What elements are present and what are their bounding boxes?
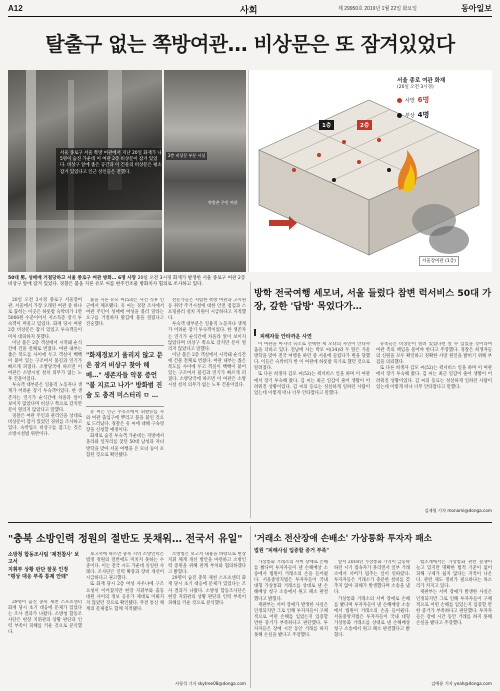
article-paragraph: 이날 불은 2층 객실에서 시작돼 순식간에 건물 전체로 번졌다. 여관 내부는 좁은 복도를 사이에 두고 객실이 빽빽이 붙어 있는 구조여서 불길과 연기가 빠르게 퍼졌다. 소방당국에 따르면 이 여관은 소방시설 설치 의무가 없는 노후 건물이었다. — [8, 340, 82, 383]
article-column-3 — [168, 298, 246, 518]
article-paragraph: 이날 불은 2층 객실에서 시작돼 순식간에 건물 전체로 번졌다. 여관 내부는 좁은 복도를 사이에 두고 객실이 빽빽이 붙어 있는 구조여서 불길과 연기가 빠르게 퍼졌다. 소방당국에 따르면 이 여관은 소방시설 설치 의무가 없는 노후 건물이었다. — [168, 352, 246, 389]
article-paragraph: 재판부는 서버 장애가 발생한 사실은 인정되지만 그로 인해 투자자들이 구체적으로 어떤 손해를 입었는지 입증할 만한 증거가 부족하다고 판단했다. 투자자들은 장애 시간 동안 거래를 하지 못해 손실을 봤다고 주장했다. — [416, 590, 492, 626]
bottom-left-byline: 서형석 기자 skytree08@donga.com — [174, 681, 246, 686]
caption-text: 20일 오전 3시경 화재가 발생한 서울 종로구 여관 2층 비상구 앞에 잠겨 있었다. 경찰은 불을 지른 유모 씨를 현주건조물 방화치사 혐의로 조사하고 있다. — [8, 276, 246, 288]
bottom-right-column-2 — [334, 560, 410, 688]
injured-marker-icon — [397, 113, 402, 118]
article-paragraph: 가상통화 거래소의 서버 장애로 손해를 봤다며 투자자들이 낸 손해배상 소송에서 법원이 거래소의 손을 들어줬다. 서울중앙지법은 투자자들이 국내 대형 가상통화 거래소를 상대로 낸 손해배상 청구 소송에서 원고 패소 판결했다고 밝혔다. — [254, 560, 328, 602]
legend-dead — [397, 95, 489, 105]
article-paragraph: 유족들은 비상문이 열려 있었다면 살 수 있었을 것이라며 여관 측의 책임을 물어야 한다고 주장했다. 경찰은 희생자들의 신원을 모두 확인하고 정확한 사망 원인을 밝히기 위해 부검을 의뢰했다. — [376, 342, 492, 366]
article-paragraph: 또 화재 당시 2층 여성 사우나에 구조 요청이 이어졌지만 현장 지휘부와 출동 대원 사이의 정보 공유가 제대로 이뤄지지 않았던 것으로 확인됐다. 무전 통신 체계의 문제점도 함께 지적됐다. — [86, 582, 164, 612]
article-paragraph: 전문가들은 저렴한 쪽방 여관과 고시원 등 취약 주거시설에 대한 안전 점검과 스프링클러 설치 지원이 시급하다고 지적했다. — [168, 298, 246, 322]
caption-title: 50대 男, 성매매 거절당하고 서울 종로구 여관 방화… 6명 사망 — [8, 276, 137, 281]
bottom-right-headline: '거래소 전산장애 손배소' 가상통화 투자자 패소 — [254, 534, 432, 544]
article-paragraph: 보고서에 따르면 충북 지역 소방인력은 법정 정원의 절반에도 미치지 못하는 수준이다. 이는 전국 시도 가운데 유일한 사례다. 조사단은 인력 확충과 장비 개선이 시급하다고 권고했다. — [86, 552, 164, 582]
article-paragraph: 유 씨는 인근 주유소에서 휘발유를 사 와 여관 출입구에 뿌리고 불을 붙인 것으로 드러났다. 경찰은 유 씨에 대해 구속영장을 신청할 예정이다. — [86, 410, 164, 434]
side-column-2 — [376, 342, 492, 504]
column-divider — [250, 526, 251, 688]
article-paragraph: 20일 오전 3시경 종로구 서울장여관. 서울에서 가장 오래된 여관 중 하나로 꼽히는 이곳은 하룻밤 숙박비가 1만5000원 수준이어서 저소득층 장기 투숙객이 머물고 있었다. 화재 당시 여관 2층 비상문은 잠겨 있었고 투숙객들이 미처 대피하지 못했다. — [8, 298, 82, 340]
bottom-right-column-1 — [254, 560, 328, 688]
side-byline: 김재형 기자 monami@donga.com — [424, 508, 492, 513]
article-paragraph: 29명이 숨진 충북 제천 스포츠센터 화재 당시 초기 대응에 문제가 있었다는 조사 결과가 나왔다. 소방청 합동조사단은 현장 지휘관의 상황 판단과 인력 부족이 피해를 키운 것으로 분석했다. — [8, 600, 82, 636]
bottom-left-headline: "충북 소방인력 정원의 절반도 못채워… 전국서 유일" — [8, 534, 243, 545]
legend-injured-value: 4명 — [417, 111, 430, 119]
bottom-left-column-1 — [8, 600, 82, 688]
secondary-photo-label: 2층 비상문 부분 시설 — [168, 153, 206, 158]
issue-info: 제 29950호 2019년 1월 22일 화요일 — [338, 6, 417, 12]
article-paragraph: 소방청은 보고서 내용을 바탕으로 현장 지휘 체계 개선 방안을 마련하고 소방인력 증원을 위해 관계 부처와 협의하겠다고 밝혔다. — [168, 552, 246, 576]
article-paragraph: 재판부는 서버 장애가 발생한 사실은 인정되지만 그로 인해 투자자들이 구체적으로 어떤 손해를 입었는지 입증할 만한 증거가 부족하다고 판단했다. 투자자들은 장애 시간 동안 거래를 하지 못해 손실을 봤다고 주장했다. — [254, 602, 328, 639]
building-label: 서울장여관 (1층) — [419, 256, 459, 266]
bottom-left-column-3 — [168, 552, 246, 678]
legend-dead-value: 6명 — [417, 96, 430, 104]
legend-injured-label: 부상 — [405, 112, 415, 119]
infographic-legend — [397, 76, 489, 122]
column-divider — [250, 282, 251, 518]
article-paragraph: 투숙객 대부분은 일용직 노동자나 생계가 어려운 장기 투숙객이었다. 한 생존자는 연기가 순식간에 차올라 앞이 보이지 않았다며 비상구 쪽으로 갔지만 문이 열리지 않았다고 말했다. — [8, 383, 82, 413]
infographic-title: 서울 종로 여관 화재 — [397, 78, 446, 84]
article-paragraph: 불을 지른 유모 씨(53)는 사건 직후 인근에서 체포됐다. 유 씨는 경찰 조사에서 여관 주인이 성매매 여성을 불러 달라는 요구를 거절하자 홧김에 불을 질렀다고 진술했다. — [86, 298, 164, 328]
bottom-left-subheads — [8, 552, 82, 582]
main-headline: 탈출구 없는 쪽방여관… 비상문은 또 잠겨있었다 — [45, 32, 455, 56]
page-number: A12 — [8, 4, 23, 13]
article-paragraph: 29명이 숨진 충북 제천 스포츠센터 화재 당시 초기 대응에 문제가 있었다는 조사 결과가 나왔다. 소방청 합동조사단은 현장 지휘관의 상황 판단과 인력 부족이 피해를 키운 것으로 분석했다. — [168, 576, 246, 606]
main-photo — [8, 70, 162, 272]
article-paragraph: 또 다른 희생자 김모 씨(52)는 퀵서비스 일을 하며 이 여관에서 장기 투숙해 왔다. 김 씨는 최근 일감이 줄어 생활이 어려워진 상황이었다. 김 씨의 동료는 성실하게 일하던 사람이었는데 이렇게 떠나 너무 안타깝다고 말했다. — [254, 372, 370, 396]
newspaper-brand: 동아일보 — [461, 3, 492, 13]
secondary-photo — [164, 70, 246, 272]
subhead-line: 지휘부 상황 판단 잘못 인정 — [8, 566, 69, 573]
page-header — [8, 3, 492, 17]
side-headline: 방학 전국여행 세모녀, 서울 들렀다 참변 럭서비스 50대 가장, 갚한 '답방' 목었다가… — [254, 288, 492, 312]
dead-marker-icon — [397, 98, 402, 103]
article-paragraph: 투숙객 대부분은 일용직 노동자나 생계가 어려운 장기 투숙객이었다. 한 생존자는 연기가 순식간에 차올라 앞이 보이지 않았다며 비상구 쪽으로 갔지만 문이 열리지 않았다고 말했다. — [168, 322, 246, 352]
article-column-2-bottom — [86, 410, 164, 518]
legend-dead-label: 사망 — [405, 97, 415, 104]
legend-injured — [397, 110, 489, 120]
fire-infographic — [248, 70, 492, 272]
bottom-right-column-3 — [416, 560, 492, 678]
article-paragraph: 앞서 2018년 가상통화 가격이 급등락하던 시기 접속자가 몰리면서 일부 거래소에서 서버가 멈추는 일이 잇따랐다. 투자자들은 거래소가 충분한 설비를 갖추지 않아 피해가 발생했다며 소송을 냈다. — [334, 560, 410, 596]
floor1-tag: 1층 — [319, 120, 334, 130]
article-paragraph: 법조계에서는 가상통화 관련 분쟁이 늘고 있지만 명확한 법적 기준이 없어 피해 구제가 쉽지 않다는 지적이 나온다. 관련 제도 정비가 필요하다는 목소리가 커지고 있다. — [416, 560, 492, 590]
photo-caption-box: 서울 종로구 서울 쪽방 여관에서 지난 20일 화재가 나 5명이 숨진 가운데 이 여관 2층 비상문이 잠겨 있었다. 비상구 앞에 좁은 공간과 이 건물의 비상문은 평소 잠겨 있었다고 인근 상인들은 전했다. — [56, 148, 162, 210]
subhead-marker — [254, 329, 256, 336]
article-paragraph: 가상통화 거래소의 서버 장애로 손해를 봤다며 투자자들이 낸 손해배상 소송에서 법원이 거래소의 손을 들어줬다. 서울중앙지법은 투자자들이 국내 대형 가상통화 거래소를 상대로 낸 손해배상 청구 소송에서 원고 패소 판결했다고 밝혔다. — [334, 596, 410, 639]
side-column-1 — [254, 342, 370, 512]
floor2-tag: 2층 — [357, 120, 372, 130]
side-subhead: 피해자들 안타까운 사연 — [260, 334, 312, 340]
bottom-right-byline: 김예윤 기자 yeah@donga.com — [431, 681, 492, 686]
subhead-line: "평상 대응 부족 통제 안돼" — [8, 574, 69, 581]
article-paragraph: 이 여관을 마지막 숙소로 선택한 세 모녀의 사연이 안타까움을 더하고 있다. 전남에 사는 박모 씨(34)와 두 딸은 겨울방학을 맞아 전국 여행을 하던 중 서울에 들렀다가 변을 당했다. 이들은 숙박비가 싼 이 여관에 하룻밤 묵기로 했던 것으로 알려졌다. — [254, 342, 370, 372]
article-column-2-top — [86, 298, 164, 344]
photo-caption — [8, 276, 246, 288]
article-column-1 — [8, 298, 82, 438]
section-divider — [8, 522, 492, 523]
infographic-subtitle: (20일 오전 3시경) — [397, 85, 434, 90]
pull-quote: "화재경보기 울리지 않고 문은 잠겨 비상구 찾아 헤매…" 생존자들 악몽 증언 "불 지르고 나가" 방화범 진술 도 충격 미스터리 ㅁ … — [86, 345, 164, 407]
article-paragraph: 또 다른 희생자 김모 씨(52)는 퀵서비스 일을 하며 이 여관에서 장기 투숙해 왔다. 김 씨는 최근 일감이 줄어 생활이 어려워진 상황이었다. 김 씨의 동료는 성실하게 일하던 사람이었는데 이렇게 떠나 너무 안타깝다고 말했다. — [376, 366, 492, 390]
bottom-left-column-2 — [86, 552, 164, 688]
bottom-right-subhead: 법원 "피해사실 입증할 증거 부족" — [254, 548, 329, 554]
subhead-line: 소방청 합동조사팀 '제천참사' 보고서 — [8, 552, 80, 566]
article-paragraph: 경찰은 여관 주인과 관리인을 상대로 비상문이 잠겨 있었던 경위를 조사하고 있다. 숙박업소 비상구를 잠그는 것은 소방시설법 위반이다. — [8, 413, 82, 438]
article-paragraph: 화재로 숨진 투숙객 가운데는 지방에서 올라와 일자리를 찾던 50대 남성과 자녀 방학을 맞아 서울 여행을 온 모녀 등이 포함된 것으로 확인됐다. — [86, 434, 164, 458]
photo-credit: 쪽방촌 주민 여관 — [208, 200, 238, 205]
section-name: 사회 — [240, 5, 258, 15]
